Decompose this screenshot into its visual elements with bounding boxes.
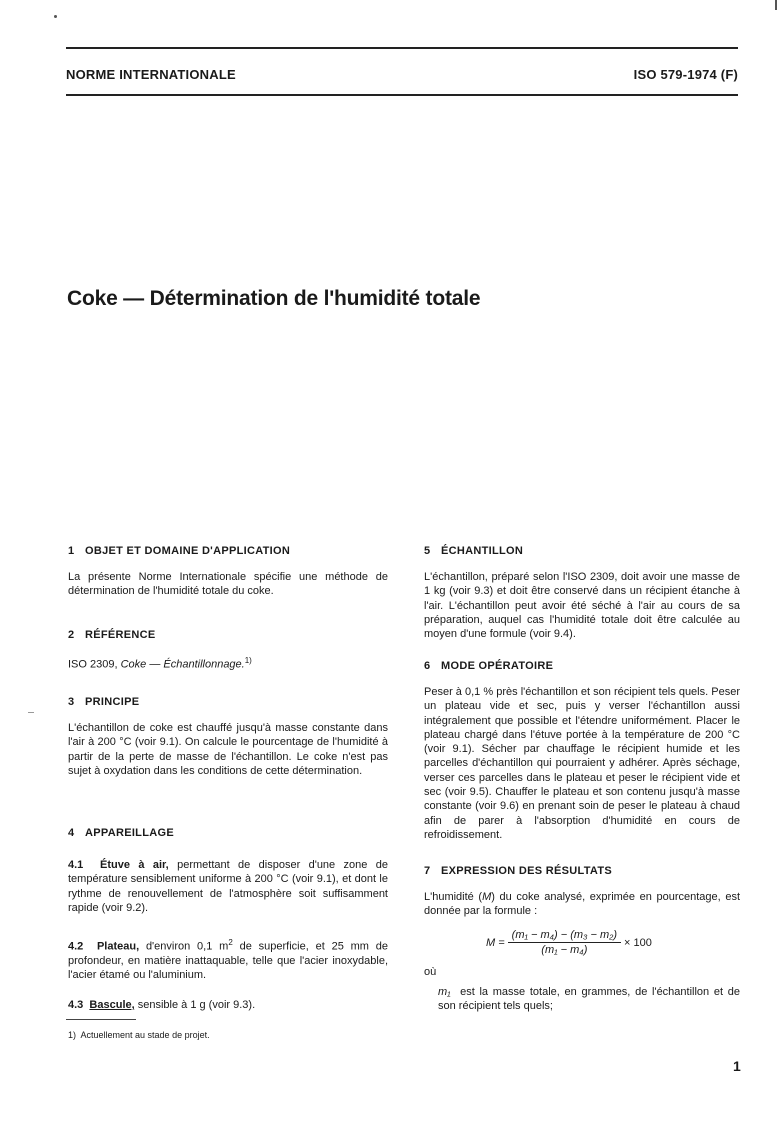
header-bottom-rule [66, 94, 738, 96]
section-1-body: La présente Norme Internationale spécifie une méthode de détermination de l'humidité totale du coke. [68, 571, 388, 598]
section-2-heading: 2 RÉFÉRENCE [68, 629, 156, 641]
section-3-body: L'échantillon de coke est chauffé jusqu'à masse constante dans l'air à 200 °C (voir 9.1). On calcule le pourcentage de l'humidité à partir de la perte de masse de l'échantillon. Le coke n'est pas sujet à oxydation dans les conditions de cette détermination. [68, 722, 388, 777]
formula-denominator: (m₁ − m₄) [541, 944, 588, 956]
section-1-heading: 1 OBJET ET DOMAINE D'APPLICATION [68, 545, 291, 557]
variable-definition: m₁ est la masse totale, en grammes, de l'échantillon et de son récipient tels quels; [438, 986, 740, 1013]
scan-speck [775, 0, 777, 10]
document-title: Coke — Détermination de l'humidité totale [67, 287, 481, 310]
reference-title: Coke — Échantillonnage. [120, 658, 245, 671]
formula-lhs: M = [486, 936, 505, 949]
section-4-item-3: 4.3 Bascule, sensible à 1 g (voir 9.3). [68, 999, 256, 1011]
section-5-body: L'échantillon, préparé selon l'ISO 2309, doit avoir une masse de 1 kg (voir 9.3) et doit être conservé dans un récipient étanche à l'air. L'échantillon peut avoir été séché à l'air au cours de sa préparation, auquel cas l'humidité totale doit être calculée au moyen d'une formule (voir 9.4). [424, 571, 740, 641]
header-top-rule [66, 47, 738, 49]
section-6-body: Peser à 0,1 % près l'échantillon et son récipient tels quels. Peser un plateau vide et sec, puis y verser l'échantillon aussi intégralement que possible et l'étendre uniformément. Placer le plateau chargé dans l'étuve portée à la température de 200 °C (voir 9.1). Sécher par chauffage le récipient humide et les parcelles d'échantillon qui pourraient y adhérer. Après séchage, verser ces parcelles dans le plateau et peser le récipient vide et sec (voir 9.5). Chauffer le plateau et son contenu jusqu'à masse constante (voir 9.6) en prenant soin de peser le plateau à chaud afin de parer à l'absorption d'humidité en cours de refroidissement. [424, 686, 740, 841]
scan-speck [54, 15, 57, 18]
formula-fraction [508, 929, 621, 956]
section-7-intro: L'humidité (M) du coke analysé, exprimée en pourcentage, est donnée par la formule : [424, 891, 740, 918]
header-left-label: NORME INTERNATIONALE [66, 67, 236, 82]
footnote-ref: 1) [244, 656, 252, 665]
footnote-rule [66, 1019, 136, 1020]
section-4-heading: 4 APPAREILLAGE [68, 827, 174, 839]
formula-where: où [424, 966, 437, 978]
fraction-bar [508, 942, 621, 943]
humidity-formula [486, 929, 652, 956]
section-4-item-2: 4.2 Plateau, d'environ 0,1 $m^2$ de superficie, et 25 mm de profondeur, en matière inattaquable, telle que l'acier inoxydable, l'acier étamé ou l'aluminium. [68, 938, 389, 982]
variable-symbol: m₁ [438, 986, 451, 998]
section-4-item-1: 4.1 Étuve à air, permettant de disposer d'une zone de température sensiblement uniforme à 200 °C (voir 9.1), et dont le rythme de renouvellement de l'atmosphère soit suffisamment rapide (voir 9.2). [68, 859, 388, 914]
section-5-heading: 5 ÉCHANTILLON [424, 545, 524, 557]
section-7-heading: 7 EXPRESSION DES RÉSULTATS [424, 865, 613, 877]
section-3-heading: 3 PRINCIPE [68, 696, 140, 708]
footnote: 1) Actuellement au stade de projet. [68, 1030, 210, 1040]
scan-speck [28, 712, 34, 713]
section-2-body: ISO 2309, Coke — Échantillonnage.$^{1)}$ [68, 656, 252, 671]
page-number: 1 [733, 1058, 741, 1074]
section-6-heading: 6 MODE OPÉRATOIRE [424, 660, 554, 672]
header-right-label: ISO 579-1974 (F) [633, 67, 738, 82]
formula-factor: × 100 [624, 936, 652, 949]
formula-numerator: (m₁ − m₄) − (m₃ − m₂) [511, 929, 618, 941]
